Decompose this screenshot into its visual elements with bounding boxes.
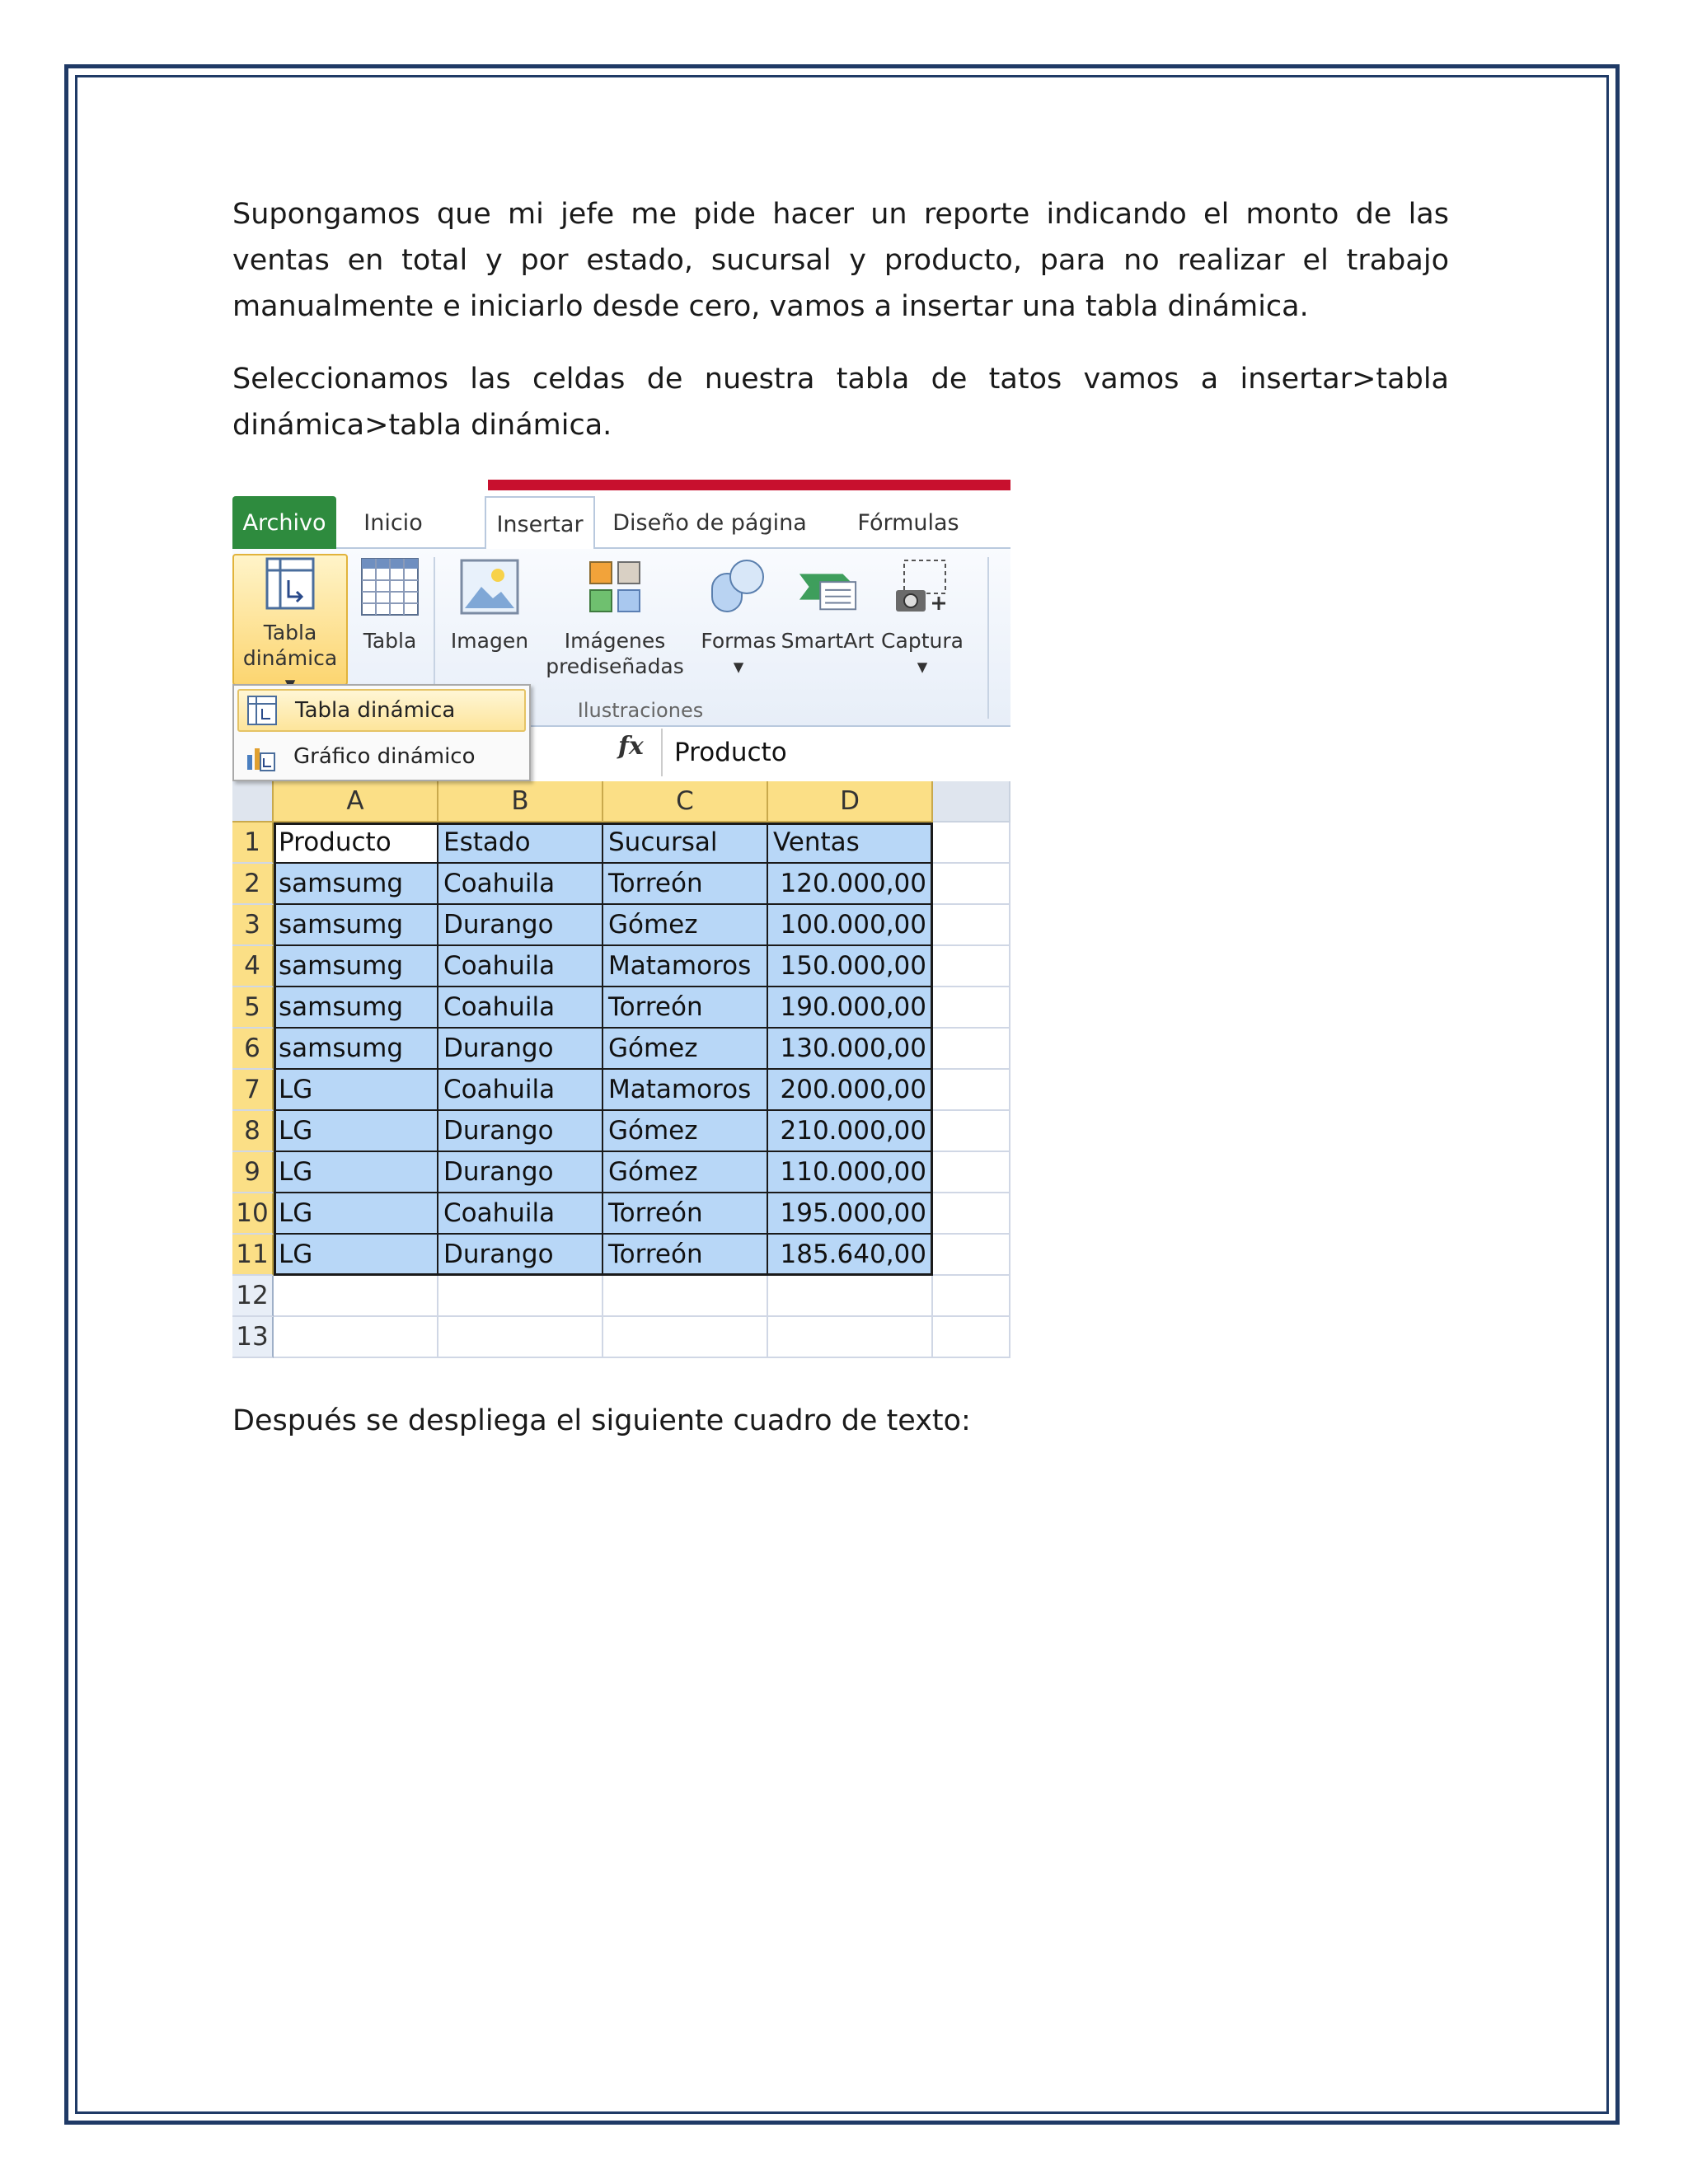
menu-item-label: Tabla dinámica — [295, 698, 456, 723]
table-icon — [359, 554, 421, 620]
cell[interactable]: Gómez — [603, 905, 768, 946]
image-button[interactable] — [448, 554, 531, 654]
cell[interactable]: Coahuila — [438, 864, 603, 905]
column-header[interactable]: C — [603, 781, 768, 823]
cell[interactable]: LG — [274, 1152, 438, 1193]
cell[interactable]: 195.000,00 — [768, 1193, 933, 1235]
column-header-row — [232, 781, 1010, 823]
menu-item-label: Gráfico dinámico — [293, 744, 476, 769]
cell[interactable] — [438, 1317, 603, 1358]
cell[interactable] — [933, 946, 1010, 987]
cell[interactable]: Gómez — [603, 1029, 768, 1070]
cell[interactable]: 150.000,00 — [768, 946, 933, 987]
cell[interactable]: Torreón — [603, 987, 768, 1029]
cell[interactable]: Gómez — [603, 1152, 768, 1193]
menu-item-tabla-dinamica[interactable] — [237, 689, 526, 732]
tab-archivo[interactable]: Archivo — [232, 496, 336, 549]
pivot-table-label: Tabla dinámica — [242, 621, 338, 670]
cell[interactable] — [274, 1317, 438, 1358]
ribbon-tabs — [232, 496, 1010, 549]
cell[interactable] — [768, 1317, 933, 1358]
illustrations-group-label: Ilustraciones — [577, 699, 704, 722]
table-row — [232, 1193, 1010, 1235]
camera-icon — [891, 554, 954, 620]
table-row — [232, 1029, 1010, 1070]
column-header[interactable]: A — [274, 781, 438, 823]
cell[interactable]: 110.000,00 — [768, 1152, 933, 1193]
excel-screenshot — [232, 480, 1010, 1370]
menu-item-grafico-dinamico[interactable] — [237, 735, 526, 778]
column-header[interactable] — [933, 781, 1010, 823]
table-label: Tabla — [363, 629, 417, 653]
cell[interactable]: 120.000,00 — [768, 864, 933, 905]
cell[interactable]: Gómez — [603, 1111, 768, 1152]
cell[interactable]: Durango — [438, 1111, 603, 1152]
pivot-table-button[interactable] — [232, 554, 348, 686]
tab-insertar[interactable]: Insertar — [485, 496, 595, 551]
row-header[interactable]: 2 — [232, 864, 274, 905]
cell[interactable] — [933, 1317, 1010, 1358]
cell[interactable] — [933, 864, 1010, 905]
row-header[interactable]: 11 — [232, 1235, 274, 1276]
table-row — [232, 864, 1010, 905]
pivot-chart-icon — [244, 740, 277, 773]
cell[interactable]: 130.000,00 — [768, 1029, 933, 1070]
table-row — [232, 1111, 1010, 1152]
cell[interactable] — [933, 1276, 1010, 1317]
row-header[interactable]: 13 — [232, 1317, 274, 1358]
cell[interactable]: samsumg — [274, 946, 438, 987]
cell[interactable]: Matamoros — [603, 946, 768, 987]
select-all-corner[interactable] — [232, 781, 274, 823]
shapes-label: Formas ▾ — [701, 629, 776, 678]
row-header[interactable]: 8 — [232, 1111, 274, 1152]
cell[interactable] — [933, 1152, 1010, 1193]
cell[interactable]: Durango — [438, 1029, 603, 1070]
after-paragraph: Después se despliega el siguiente cuadro de texto: — [232, 1404, 971, 1437]
row-header[interactable]: 6 — [232, 1029, 274, 1070]
cell[interactable]: Producto — [274, 823, 438, 864]
table-row — [232, 1070, 1010, 1111]
cell[interactable]: Coahuila — [438, 1193, 603, 1235]
table-row — [232, 946, 1010, 987]
cell[interactable]: 185.640,00 — [768, 1235, 933, 1276]
pivot-dropdown-menu — [232, 684, 531, 781]
table-row — [232, 1317, 1010, 1358]
formula-input[interactable]: Producto — [661, 729, 1010, 776]
cell[interactable] — [603, 1317, 768, 1358]
pivot-table-icon — [246, 694, 279, 727]
cell[interactable]: samsumg — [274, 905, 438, 946]
cell[interactable]: Matamoros — [603, 1070, 768, 1111]
intro-paragraph: Supongamos que mi jefe me pide hacer un reporte indicando el monto de las ventas en total y por estado, sucursal y producto, para no realizar el trabajo manualmente e iniciarlo desde cero, vamos a insertar una tabla dinámica. — [232, 198, 1449, 323]
table-row — [232, 1152, 1010, 1193]
cell[interactable]: 190.000,00 — [768, 987, 933, 1029]
tab-diseno-pagina[interactable]: Diseño de página — [612, 509, 807, 536]
select-paragraph: Seleccionamos las celdas de nuestra tabla de tatos vamos a insertar>tabla dinámica>tabla dinámica. — [232, 363, 1449, 442]
cell[interactable] — [603, 1276, 768, 1317]
cell[interactable]: Coahuila — [438, 987, 603, 1029]
screenshot-label: Captura ▾ — [881, 629, 964, 678]
cell[interactable]: Torreón — [603, 864, 768, 905]
cell[interactable]: 210.000,00 — [768, 1111, 933, 1152]
row-header[interactable]: 3 — [232, 905, 274, 946]
row-header[interactable]: 7 — [232, 1070, 274, 1111]
clipart-icon — [584, 554, 646, 620]
ribbon-separator — [987, 557, 989, 719]
image-icon — [458, 554, 521, 620]
cell[interactable] — [933, 1029, 1010, 1070]
cell[interactable]: LG — [274, 1111, 438, 1152]
table-row — [232, 1276, 1010, 1317]
clipart-label: Imágenes prediseñadas — [546, 629, 684, 678]
cell[interactable]: LG — [274, 1070, 438, 1111]
cell[interactable]: 200.000,00 — [768, 1070, 933, 1111]
cell[interactable] — [768, 1276, 933, 1317]
smartart-button[interactable] — [781, 554, 874, 654]
table-row — [232, 987, 1010, 1029]
cell[interactable]: 100.000,00 — [768, 905, 933, 946]
cell[interactable]: Durango — [438, 905, 603, 946]
cell[interactable]: LG — [274, 1235, 438, 1276]
row-header[interactable]: 10 — [232, 1193, 274, 1235]
cell[interactable] — [933, 1111, 1010, 1152]
cell[interactable] — [933, 905, 1010, 946]
cell[interactable]: Torreón — [603, 1235, 768, 1276]
cell[interactable]: samsumg — [274, 987, 438, 1029]
pivot-table-icon — [259, 555, 321, 612]
cell[interactable]: Coahuila — [438, 946, 603, 987]
cell[interactable] — [438, 1276, 603, 1317]
smartart-label: SmartArt — [781, 629, 874, 653]
image-label: Imagen — [450, 629, 529, 653]
screenshot-button[interactable] — [877, 554, 968, 679]
smartart-icon — [796, 554, 859, 620]
cell[interactable]: Estado — [438, 823, 603, 864]
tab-formulas[interactable]: Fórmulas — [857, 509, 959, 536]
cell[interactable]: Coahuila — [438, 1070, 603, 1111]
cell[interactable] — [933, 987, 1010, 1029]
fx-icon[interactable]: fx — [618, 732, 644, 761]
cell[interactable]: Sucursal — [603, 823, 768, 864]
cell[interactable]: samsumg — [274, 864, 438, 905]
table-button[interactable] — [353, 554, 427, 654]
title-accent-bar — [488, 480, 1010, 490]
tab-inicio[interactable]: Inicio — [363, 509, 423, 536]
column-header[interactable]: B — [438, 781, 603, 823]
cell[interactable] — [933, 1070, 1010, 1111]
cell[interactable] — [933, 823, 1010, 864]
row-header[interactable]: 12 — [232, 1276, 274, 1317]
column-header[interactable]: D — [768, 781, 933, 823]
cell[interactable]: Durango — [438, 1152, 603, 1193]
cell[interactable]: Ventas — [768, 823, 933, 864]
row-header[interactable]: 5 — [232, 987, 274, 1029]
clipart-button[interactable] — [542, 554, 687, 679]
cell[interactable]: LG — [274, 1193, 438, 1235]
shapes-icon — [707, 554, 770, 620]
table-row — [232, 905, 1010, 946]
row-header[interactable]: 9 — [232, 1152, 274, 1193]
table-row — [232, 1235, 1010, 1276]
cell[interactable]: Durango — [438, 1235, 603, 1276]
table-row — [232, 823, 1010, 864]
cell[interactable] — [933, 1193, 1010, 1235]
shapes-button[interactable] — [699, 554, 778, 679]
cell[interactable] — [274, 1276, 438, 1317]
row-header[interactable]: 4 — [232, 946, 274, 987]
cell[interactable]: Torreón — [603, 1193, 768, 1235]
cell[interactable] — [933, 1235, 1010, 1276]
cell[interactable]: samsumg — [274, 1029, 438, 1070]
row-header[interactable]: 1 — [232, 823, 274, 864]
